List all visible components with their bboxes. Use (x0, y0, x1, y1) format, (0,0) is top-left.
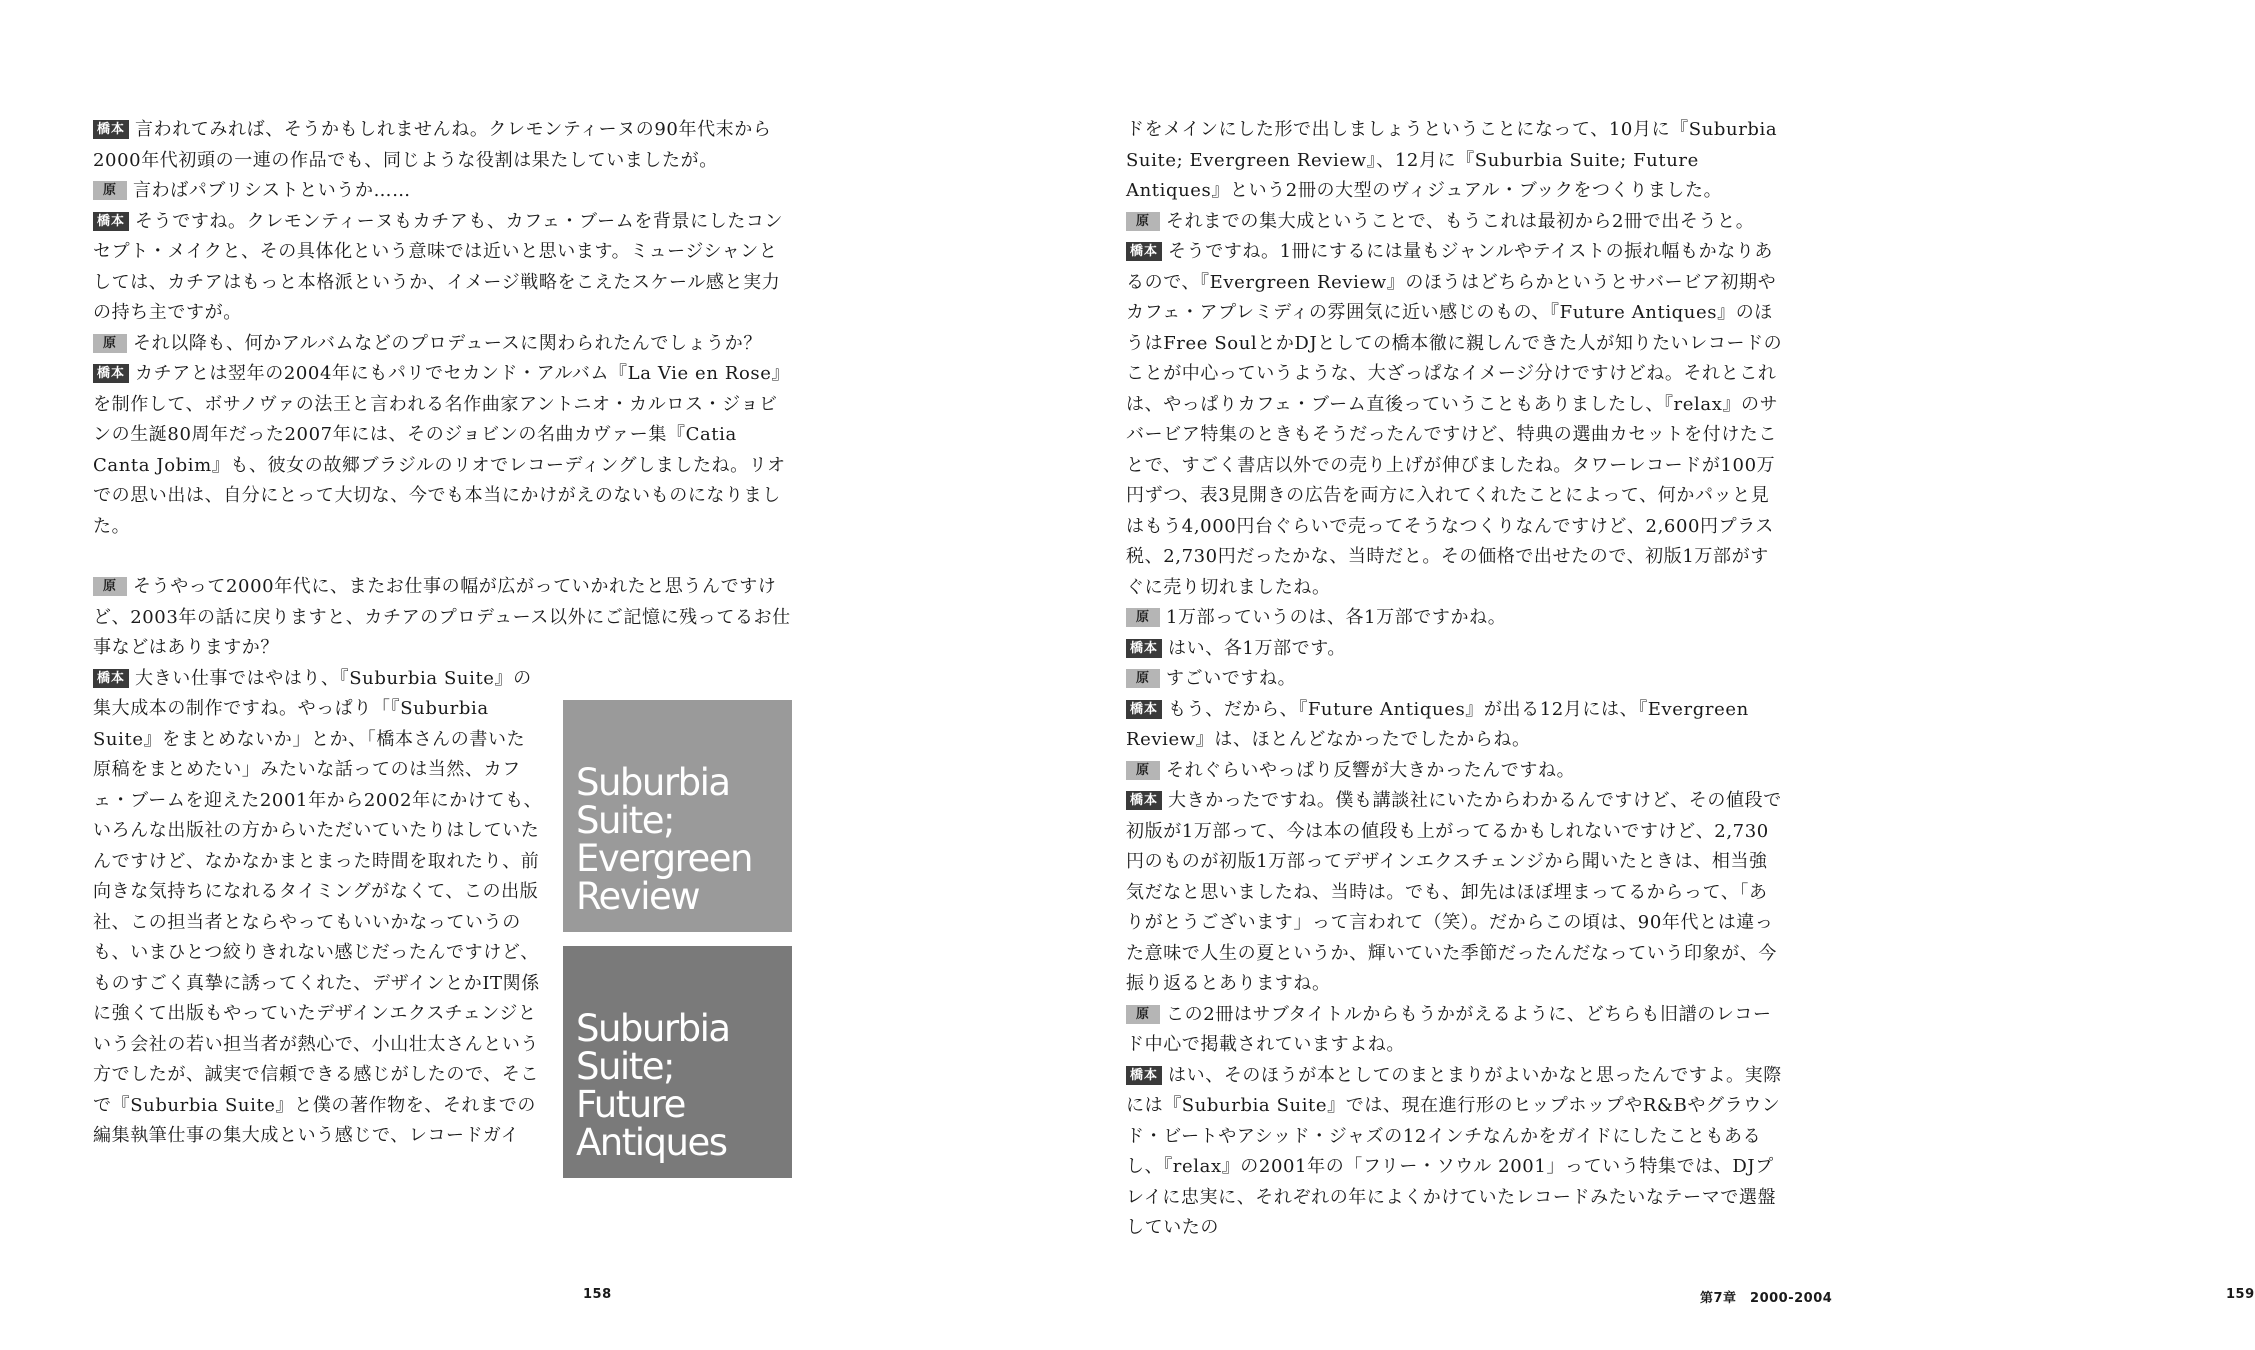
running-head: 第7章 2000-2004 (1700, 1291, 1833, 1306)
speaker-tag-hara: 原 (1126, 212, 1160, 231)
section-break (93, 542, 795, 572)
cover-title-line: Evergreen (576, 837, 752, 880)
paragraph-text: そうやって2000年代に、またお仕事の幅が広がっていかれたと思うんですけど、2003年の話に戻りますと、カチアのプロデュース以外にご記憶に残ってるお仕事などはありますか？ (93, 576, 791, 658)
left-page (0, 0, 950, 1350)
dialogue-paragraph (93, 207, 795, 329)
speaker-tag-hara: 原 (1126, 669, 1160, 688)
book-cover-evergreen-review (563, 700, 792, 932)
paragraph-text: 言われてみれば、そうかもしれませんね。クレモンティーヌの90年代末から2000年代初頭の一連の作品でも、同じような役割は果たしていましたが。 (93, 119, 772, 171)
paragraph-text: 大きい仕事ではやはり、『Suburbia Suite』の集大成本の制作ですね。やっぱり「『Suburbia Suite』をまとめないか」とか、「橋本さんの書いた原稿をまとめたい」みたいな話ってのは当然、カフェ・ブームを迎えた2001年から2002年にかけても、いろんな出版社の方からいただいていたりはしていたんですけど、なかなかまとまった時間を取れたり、前向きな気持ちになれるタイミングがなくて、この出版社、この担当者とならやってもいいかなっていうのも、いまひとつ絞りきれない感じだったんですけど、ものすごく真摯に誘ってくれた、デザインとかIT関係に強くて出版もやっていたデザインエクスチェンジという会社の若い担当者が熱心で、小山壮太さんという方でしたが、誠実で信頼できる感じがしたので、そこで『Suburbia Suite』と僕の著作物を、それまでの編集執筆仕事の集大成という感じで、レコードガイ (93, 667, 543, 1146)
cover-title-line: Suite; (576, 799, 674, 842)
speaker-tag-hara: 原 (1126, 1005, 1160, 1024)
cover-title-line: Future (576, 1083, 685, 1126)
speaker-tag-hashimoto: 橋本 (1126, 242, 1162, 261)
dialogue-paragraph (1126, 664, 1786, 695)
dialogue-paragraph (93, 359, 795, 542)
speaker-tag-hashimoto: 橋本 (1126, 700, 1162, 719)
book-cover-future-antiques (563, 946, 792, 1178)
paragraph-text: 大きかったですね。僕も講談社にいたからわかるんですけど、その値段で初版が1万部って、今は本の値段も上がってるかもしれないですけど、2,730円のものが初版1万部ってデザインエクスチェンジから聞いたときは、相当強気だなと思いましたね、当時は。でも、卸先はほぼ埋まってるからって、「ありがとうございます」って言われて（笑）。だからこの頃は、90年代とは違った意味で人生の夏というか、輝いていた季節だったんだなっていう印象が、今振り返るとありますね。 (1126, 790, 1782, 994)
dialogue-paragraph (1126, 695, 1786, 756)
dialogue-paragraph (93, 115, 795, 176)
paragraph-text: 1万部っていうのは、各1万部ですかね。 (1166, 607, 1507, 628)
dialogue-paragraph (93, 176, 795, 207)
cover-title-line: Review (576, 875, 700, 918)
speaker-tag-hara: 原 (93, 577, 127, 596)
page-number-right: 159 (2226, 1287, 2255, 1302)
speaker-tag-hara: 原 (93, 181, 127, 200)
paragraph-text: この2冊はサブタイトルからもうかがえるように、どちらも旧譜のレコード中心で掲載されていますよね。 (1126, 1003, 1772, 1055)
paragraph-text: すごいですね。 (1166, 668, 1297, 689)
cover-title-line: Antiques (576, 1121, 727, 1164)
dialogue-paragraph (1126, 786, 1786, 1000)
dialogue-paragraph (1126, 634, 1786, 665)
paragraph-text: それまでの集大成ということで、もうこれは最初から2冊で出そうと。 (1166, 210, 1755, 232)
speaker-tag-hashimoto: 橋本 (93, 120, 129, 139)
paragraph-text: はい、そのほうが本としてのまとまりがよいかなと思ったんですよ。実際には『Suburbia Suite』では、現在進行形のヒップホップやR&Bやグラウンド・ビートやアシッド・ジャズの12インチなんかをガイドにしたこともあるし、『relax』の2001年の「フリー・ソウル 2001」っていう特集では、DJプレイに忠実に、それぞれの年によくかけていたレコードみたいなテーマで選盤していたの (1126, 1064, 1782, 1238)
dialogue-paragraph (1126, 1061, 1786, 1244)
dialogue-paragraph (93, 572, 795, 664)
paragraph-text: それぐらいやっぱり反響が大きかったんですね。 (1166, 759, 1576, 781)
dialogue-paragraph (1126, 603, 1786, 634)
page-number-left: 158 (583, 1287, 612, 1302)
speaker-tag-hashimoto: 橋本 (93, 364, 129, 383)
speaker-tag-hashimoto: 橋本 (1126, 639, 1162, 658)
speaker-tag-hashimoto: 橋本 (1126, 791, 1162, 810)
dialogue-paragraph (1126, 115, 1786, 207)
paragraph-text: もう、だから、『Future Antiques』が出る12月には、『Evergreen Review』は、ほとんどなかったでしたからね。 (1126, 698, 1749, 750)
dialogue-paragraph (93, 664, 543, 1152)
dialogue-paragraph (1126, 237, 1786, 603)
speaker-tag-hara: 原 (93, 334, 127, 353)
right-page (950, 0, 2255, 1350)
paragraph-text: ドをメインにした形で出しましょうということになって、10月に『Suburbia Suite; Evergreen Review』、12月に『Suburbia Suite; Future Antiques』という2冊の大型のヴィジュアル・ブックをつくりました。 (1126, 119, 1778, 201)
speaker-tag-hashimoto: 橋本 (93, 669, 129, 688)
paragraph-text: 言わばパブリシストというか…… (133, 180, 411, 201)
dialogue-paragraph (1126, 756, 1786, 787)
right-page-text (1126, 115, 1786, 1244)
paragraph-text: カチアとは翌年の2004年にもパリでセカンド・アルバム『La Vie en Rose』を制作して、ボサノヴァの法王と言われる名作曲家アントニオ・カルロス・ジョビンの生誕80周年だった2007年には、そのジョビンの名曲カヴァー集『Catia Canta Jobim』も、彼女の故郷ブラジルのリオでレコーディングしましたね。リオでの思い出は、自分にとって大切な、今でも本当にかけがえのないものになりました。 (93, 363, 791, 537)
speaker-tag-hara: 原 (1126, 608, 1160, 627)
paragraph-text: そうですね。クレモンティーヌもカチアも、カフェ・ブームを背景にしたコンセプト・メイクと、その具体化という意味では近いと思います。ミュージシャンとしては、カチアはもっと本格派というか、イメージ戦略をこえたスケール感と実力の持ち主ですが。 (93, 210, 784, 323)
dialogue-paragraph (1126, 207, 1786, 238)
dialogue-paragraph (93, 329, 795, 360)
speaker-tag-hashimoto: 橋本 (1126, 1066, 1162, 1085)
speaker-tag-hashimoto: 橋本 (93, 212, 129, 231)
dialogue-paragraph (1126, 1000, 1786, 1061)
paragraph-text: それ以降も、何かアルバムなどのプロデュースに関わられたんでしょうか？ (133, 332, 762, 354)
cover-title-line: Suburbia (576, 761, 730, 804)
speaker-tag-hara: 原 (1126, 761, 1160, 780)
cover-title-line: Suburbia (576, 1007, 730, 1050)
cover-title-line: Suite; (576, 1045, 674, 1088)
paragraph-text: はい、各1万部です。 (1168, 637, 1347, 659)
paragraph-text: そうですね。1冊にするには量もジャンルやテイストの振れ幅もかなりあるので、『Evergreen Review』のほうはどちらかというとサバービア初期やカフェ・アプレミディの雰囲気に近い感じのもの、『Future Antiques』のほうはFree SoulとかDJとしての橋本徹に親しんできた人が知りたいレコードのことが中心っていうような、大ざっぱなイメージ分けですけどね。それとこれは、やっぱりカフェ・ブーム直後っていうこともありましたし、『relax』のサバービア特集のときもそうだったんですけど、特典の選曲カセットを付けたことで、すごく書店以外での売り上げが伸びましたね。タワーレコードが100万円ずつ、表3見開きの広告を両方に入れてくれたことによって、何かパッと見はもう4,000円台ぐらいで売ってそうなつくりなんですけど、2,600円プラス税、2,730円だったかな、当時だと。その価格で出せたので、初版1万部がすぐに売り切れましたね。 (1126, 241, 1783, 598)
